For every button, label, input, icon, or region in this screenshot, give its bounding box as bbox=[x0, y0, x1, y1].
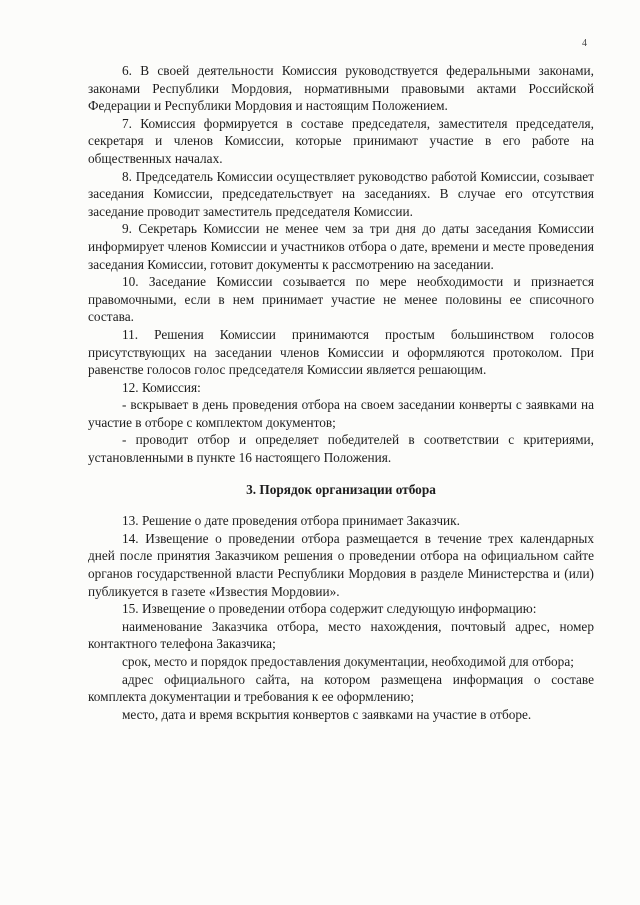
paragraph: 8. Председатель Комиссии осуществляет руководство работой Комиссии, созывает заседания Комиссии, председательствует на заседаниях. В случае его отсутствия заседание проводит заместитель председателя Комиссии. bbox=[88, 168, 594, 219]
list-item: место, дата и время вскрытия конвертов с заявками на участие в отборе. bbox=[122, 706, 532, 722]
list-item: наименование Заказчика отбора, место нахождения, почтовый адрес, номер контактного телефона Заказчика; bbox=[88, 618, 594, 652]
paragraph: 12. Комиссия: bbox=[122, 379, 201, 395]
paragraph: 7. Комиссия формируется в составе председателя, заместителя председателя, секретаря и членов Комиссии, которые принимают участие в его работе на общественных началах. bbox=[88, 115, 594, 166]
list-item: срок, место и порядок предоставления документации, необходимой для отбора; bbox=[122, 654, 574, 669]
paragraph: 13. Решение о дате проведения отбора принимает Заказчик. bbox=[122, 513, 460, 529]
paragraph: 6. В своей деятельности Комиссия руководствуется федеральными законами, законами Республики Мордовия, нормативными правовыми актами Российской Федерации и Республики Мордовия и настоящим Положением. bbox=[88, 63, 594, 114]
paragraph: 9. Секретарь Комиссии не менее чем за три дня до даты заседания Комиссии информирует членов Комиссии и участников отбора о дате, времени и месте проведения заседания Комиссии, готовит документы к рассмотрению на заседании. bbox=[88, 221, 594, 272]
document-body bbox=[88, 62, 594, 723]
paragraph: 14. Извещение о проведении отбора размещается в течение трех календарных дней после принятия Заказчиком решения о проведении отбора на официальном сайте органов государственной власти Республики Мордовия в разделе Министерства и (или) публикуется в газете «Известия Мордовии». bbox=[88, 530, 594, 599]
paragraph: 11. Решения Комиссии принимаются простым большинством голосов присутствующих на заседании членов Комиссии и оформляются протоколом. При равенстве голосов голос председателя Комиссии является решающим. bbox=[88, 326, 594, 378]
list-item: - проводит отбор и определяет победителей в соответствии с критериями, установленными в пункте 16 настоящего Положения. bbox=[88, 432, 594, 466]
list-item: - вскрывает в день проведения отбора на своем заседании конверты с заявками на участие в отборе с комплектом документов; bbox=[88, 397, 594, 430]
section-heading: 3. Порядок организации отбора bbox=[246, 481, 436, 497]
paragraph: 10. Заседание Комиссии созывается по мере необходимости и признается правомочными, если в нем принимает участие не менее половины ее списочного состава. bbox=[88, 274, 594, 325]
paragraph: 15. Извещение о проведении отбора содержит следующую информацию: bbox=[122, 601, 537, 617]
page-number: 4 bbox=[582, 38, 587, 49]
list-item: адрес официального сайта, на котором размещена информация о составе комплекта документации и требования к ее оформлению; bbox=[88, 671, 594, 705]
